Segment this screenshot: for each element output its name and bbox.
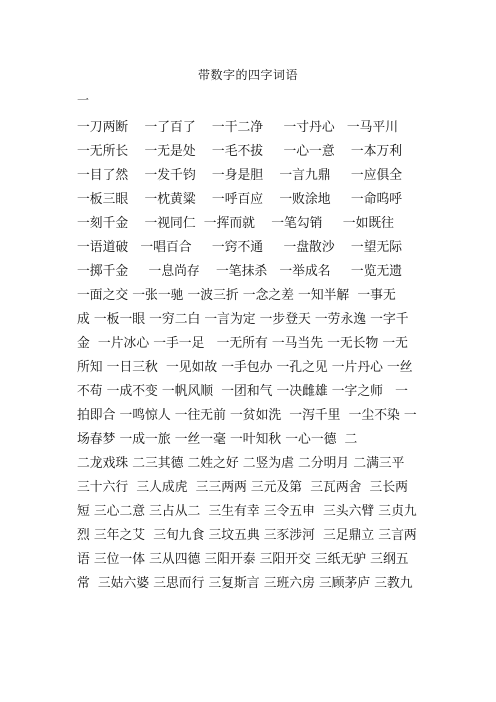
word-line: 金 一片冰心 一手一足 一无所有 一马当先 一无长物 一无 [77, 336, 408, 351]
section-heading-one: 一 [77, 93, 90, 107]
word-line: 一刀两断 一了百了 一干二净 一寸丹心 一马平川 [77, 120, 399, 135]
word-line: 三十六行 三人成虎 三三两两 三元及第 三瓦两舍 三长两 [77, 480, 408, 495]
word-list [77, 116, 423, 596]
word-line: 一目了然 一发千钧 一身是胆 一言九鼎 一应俱全 [77, 168, 403, 183]
document-title: 带数字的四字词语 [197, 68, 298, 82]
word-line: 一掷千金 一息尚存 一笔抹杀 一举成名 一览无遗 [77, 264, 403, 279]
word-line: 烈 三年之艾 三旬九食 三坟五典 三豕涉河 三足鼎立 三言两 [77, 528, 417, 543]
word-line: 一刻千金 一视同仁 一挥而就 一笔勾销 一如既往 [77, 216, 394, 231]
word-line: 场春梦 一成一旅 一丝一毫 一叶知秋 一心一德 二 [77, 432, 358, 447]
word-line: 成 一板一眼 一穷二白 一言为定 一步登天 一劳永逸 一字千 [77, 312, 409, 327]
word-line: 一无所长 一无是处 一毛不拔 一心一意 一本万利 [77, 144, 403, 159]
word-line: 二龙戏珠 二三其德 二姓之好 二竖为虐 二分明月 二满三平 [77, 456, 405, 471]
word-line: 短 三心二意 三占从二 三生有幸 三令五申 三头六臂 三贞九 [77, 504, 417, 519]
word-line: 一面之交 一张一驰 一波三折 一念之差 一知半解 一事无 [77, 288, 396, 303]
word-line: 语 三位一体 三从四德 三阳开泰 三阳开交 三纸无驴 三纲五 [77, 552, 409, 567]
word-line: 不苟 一成不变 一帆风顺 一团和气 一决雌雄 一字之师 一 [77, 384, 408, 399]
word-line: 一语道破 一唱百合 一窍不通 一盘散沙 一望无际 [77, 240, 403, 255]
word-line: 常 三姑六婆 三思而行 三复斯言 三班六房 三顾茅庐 三教九 [77, 576, 413, 591]
word-line: 一板三眼 一枕黄粱 一呼百应 一败涂地 一命呜呼 [77, 192, 403, 207]
word-line: 所知 一日三秋 一见如故 一手包办 一孔之见 一片丹心 一丝 [77, 360, 413, 375]
word-line: 拍即合 一鸣惊人 一往无前 一贫如洗 一泻千里 一尘不染 一 [77, 408, 417, 423]
